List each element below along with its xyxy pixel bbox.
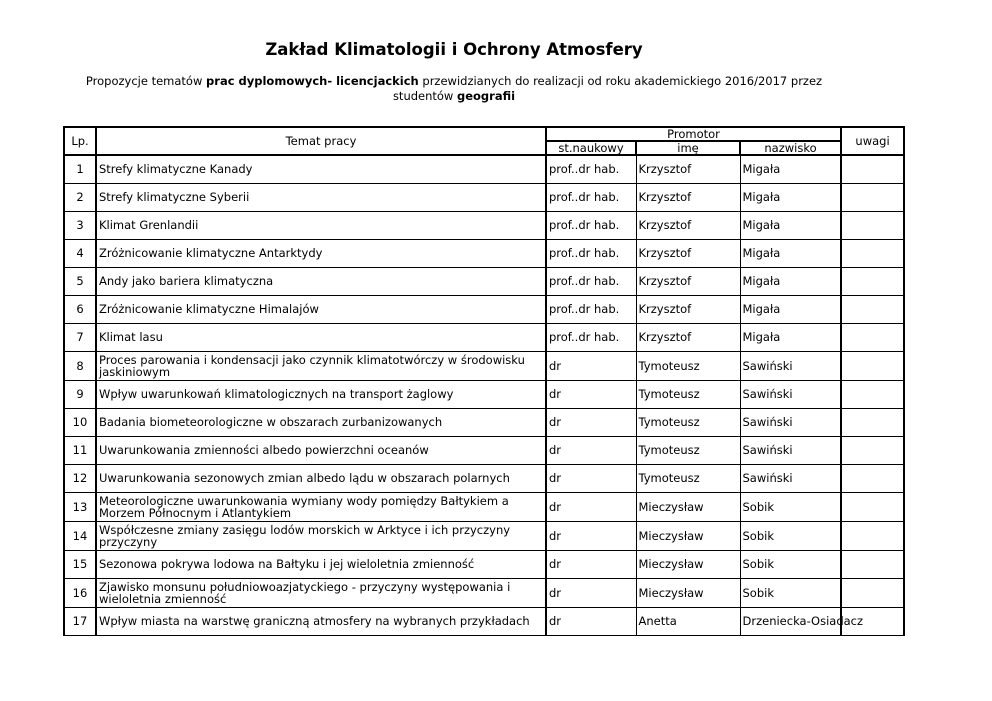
row-topic: Wpływ uwarunkowań klimatologicznych na transport żaglowy (96, 380, 546, 408)
table-row (64, 578, 904, 607)
header-topic: Temat pracy (96, 127, 546, 155)
row-surname: Migała (740, 239, 841, 267)
row-firstname: Mieczysław (636, 550, 740, 578)
row-degree: dr (546, 492, 636, 521)
row-topic: Wpływ miasta na warstwę graniczną atmosfery na wybranych przykładach (96, 607, 546, 635)
row-degree: prof..dr hab. (546, 183, 636, 211)
subtitle-bold-thesis-type: prac dyplomowych- licencjackich (206, 74, 419, 88)
row-notes (841, 211, 904, 239)
row-degree: dr (546, 380, 636, 408)
row-degree: dr (546, 578, 636, 607)
row-topic: Proces parowania i kondensacji jako czynnik klimatotwórczy w środowisku jaskiniowym (96, 351, 546, 380)
row-number: 11 (64, 436, 96, 464)
row-surname: Sobik (740, 550, 841, 578)
row-degree: prof..dr hab. (546, 295, 636, 323)
table-row (64, 155, 904, 183)
row-surname: Drzeniecka-Osiadacz (740, 607, 841, 635)
row-degree: prof..dr hab. (546, 155, 636, 183)
subtitle-bold-field: geografii (457, 89, 516, 103)
row-degree: dr (546, 436, 636, 464)
row-topic: Zróżnicowanie klimatyczne Antarktydy (96, 239, 546, 267)
table-row (64, 211, 904, 239)
table-row (64, 550, 904, 578)
row-firstname: Krzysztof (636, 183, 740, 211)
row-firstname: Krzysztof (636, 155, 740, 183)
header-firstname: imę (636, 141, 740, 155)
table-row (64, 436, 904, 464)
header-notes: uwagi (841, 127, 904, 155)
row-firstname: Krzysztof (636, 323, 740, 351)
subtitle-line-2 (0, 89, 908, 104)
row-firstname: Mieczysław (636, 578, 740, 607)
row-number: 7 (64, 323, 96, 351)
table-row (64, 521, 904, 550)
header-row-1 (64, 127, 904, 141)
row-degree: prof..dr hab. (546, 267, 636, 295)
row-topic: Sezonowa pokrywa lodowa na Bałtyku i jej wieloletnia zmienność (96, 550, 546, 578)
row-notes (841, 550, 904, 578)
row-firstname: Tymoteusz (636, 408, 740, 436)
row-surname: Migała (740, 295, 841, 323)
row-topic: Strefy klimatyczne Kanady (96, 155, 546, 183)
row-surname: Sawiński (740, 380, 841, 408)
row-number: 13 (64, 492, 96, 521)
row-firstname: Krzysztof (636, 239, 740, 267)
table-row (64, 492, 904, 521)
row-degree: dr (546, 607, 636, 635)
subtitle-text-3: studentów (392, 89, 457, 103)
row-degree: dr (546, 408, 636, 436)
table-row (64, 351, 904, 380)
row-number: 12 (64, 464, 96, 492)
row-topic: Współczesne zmiany zasięgu lodów morskich w Arktyce i ich przyczyny przyczyny (96, 521, 546, 550)
row-degree: dr (546, 351, 636, 380)
table-row (64, 295, 904, 323)
row-number: 16 (64, 578, 96, 607)
row-degree: dr (546, 550, 636, 578)
row-number: 5 (64, 267, 96, 295)
row-topic: Strefy klimatyczne Syberii (96, 183, 546, 211)
row-surname: Migała (740, 211, 841, 239)
row-notes (841, 295, 904, 323)
document-title: Zakład Klimatologii i Ochrony Atmosfery (265, 40, 643, 59)
row-number: 9 (64, 380, 96, 408)
table-row (64, 464, 904, 492)
row-firstname: Tymoteusz (636, 464, 740, 492)
row-notes (841, 323, 904, 351)
row-topic: Klimat lasu (96, 323, 546, 351)
row-topic: Zjawisko monsunu południowoazjatyckiego - przyczyny występowania i wieloletnia zmienność (96, 578, 546, 607)
row-number: 2 (64, 183, 96, 211)
table-row (64, 183, 904, 211)
row-surname: Migała (740, 183, 841, 211)
subtitle-line-1 (0, 74, 908, 89)
row-surname: Sawiński (740, 436, 841, 464)
row-number: 17 (64, 607, 96, 635)
header-degree: st.naukowy (546, 141, 636, 155)
row-notes (841, 351, 904, 380)
row-notes (841, 408, 904, 436)
row-firstname: Tymoteusz (636, 351, 740, 380)
row-topic: Uwarunkowania zmienności albedo powierzchni oceanów (96, 436, 546, 464)
row-notes (841, 464, 904, 492)
table-row (64, 380, 904, 408)
row-surname: Migała (740, 267, 841, 295)
row-number: 14 (64, 521, 96, 550)
row-surname: Migała (740, 155, 841, 183)
subtitle-text-2: przewidzianych do realizacji od roku akademickiego 2016/2017 przez (418, 74, 823, 88)
row-surname: Sobik (740, 521, 841, 550)
row-degree: dr (546, 464, 636, 492)
subtitle-text-1: Propozycje tematów (85, 74, 207, 88)
row-number: 6 (64, 295, 96, 323)
row-firstname: Anetta (636, 607, 740, 635)
row-surname: Sawiński (740, 408, 841, 436)
table-row (64, 607, 904, 635)
row-firstname: Krzysztof (636, 267, 740, 295)
header-lp: Lp. (64, 127, 96, 155)
row-firstname: Krzysztof (636, 211, 740, 239)
row-number: 3 (64, 211, 96, 239)
table-row (64, 267, 904, 295)
row-notes (841, 239, 904, 267)
row-firstname: Mieczysław (636, 521, 740, 550)
row-number: 10 (64, 408, 96, 436)
row-firstname: Mieczysław (636, 492, 740, 521)
row-surname: Sobik (740, 492, 841, 521)
header-surname: nazwisko (740, 141, 841, 155)
row-notes (841, 267, 904, 295)
row-notes (841, 155, 904, 183)
row-topic: Meteorologiczne uwarunkowania wymiany wody pomiędzy Bałtykiem a Morzem Północnym i Atlantykiem (96, 492, 546, 521)
row-degree: prof..dr hab. (546, 239, 636, 267)
header-promotor: Promotor (546, 127, 841, 141)
row-degree: prof..dr hab. (546, 211, 636, 239)
row-topic: Klimat Grenlandii (96, 211, 546, 239)
row-firstname: Krzysztof (636, 295, 740, 323)
row-firstname: Tymoteusz (636, 380, 740, 408)
document-subtitle (0, 74, 908, 104)
row-number: 1 (64, 155, 96, 183)
row-notes (841, 578, 904, 607)
row-surname: Sawiński (740, 464, 841, 492)
row-number: 15 (64, 550, 96, 578)
row-degree: dr (546, 521, 636, 550)
table-row (64, 408, 904, 436)
table-row (64, 239, 904, 267)
row-surname: Sobik (740, 578, 841, 607)
table-row (64, 323, 904, 351)
topics-table (63, 126, 905, 636)
row-degree: prof..dr hab. (546, 323, 636, 351)
row-notes (841, 521, 904, 550)
row-topic: Andy jako bariera klimatyczna (96, 267, 546, 295)
row-number: 8 (64, 351, 96, 380)
row-firstname: Tymoteusz (636, 436, 740, 464)
row-notes (841, 183, 904, 211)
row-notes (841, 492, 904, 521)
row-topic: Uwarunkowania sezonowych zmian albedo lądu w obszarach polarnych (96, 464, 546, 492)
row-topic: Badania biometeorologiczne w obszarach zurbanizowanych (96, 408, 546, 436)
row-topic: Zróżnicowanie klimatyczne Himalajów (96, 295, 546, 323)
row-notes (841, 380, 904, 408)
row-notes (841, 436, 904, 464)
row-surname: Sawiński (740, 351, 841, 380)
row-surname: Migała (740, 323, 841, 351)
row-number: 4 (64, 239, 96, 267)
